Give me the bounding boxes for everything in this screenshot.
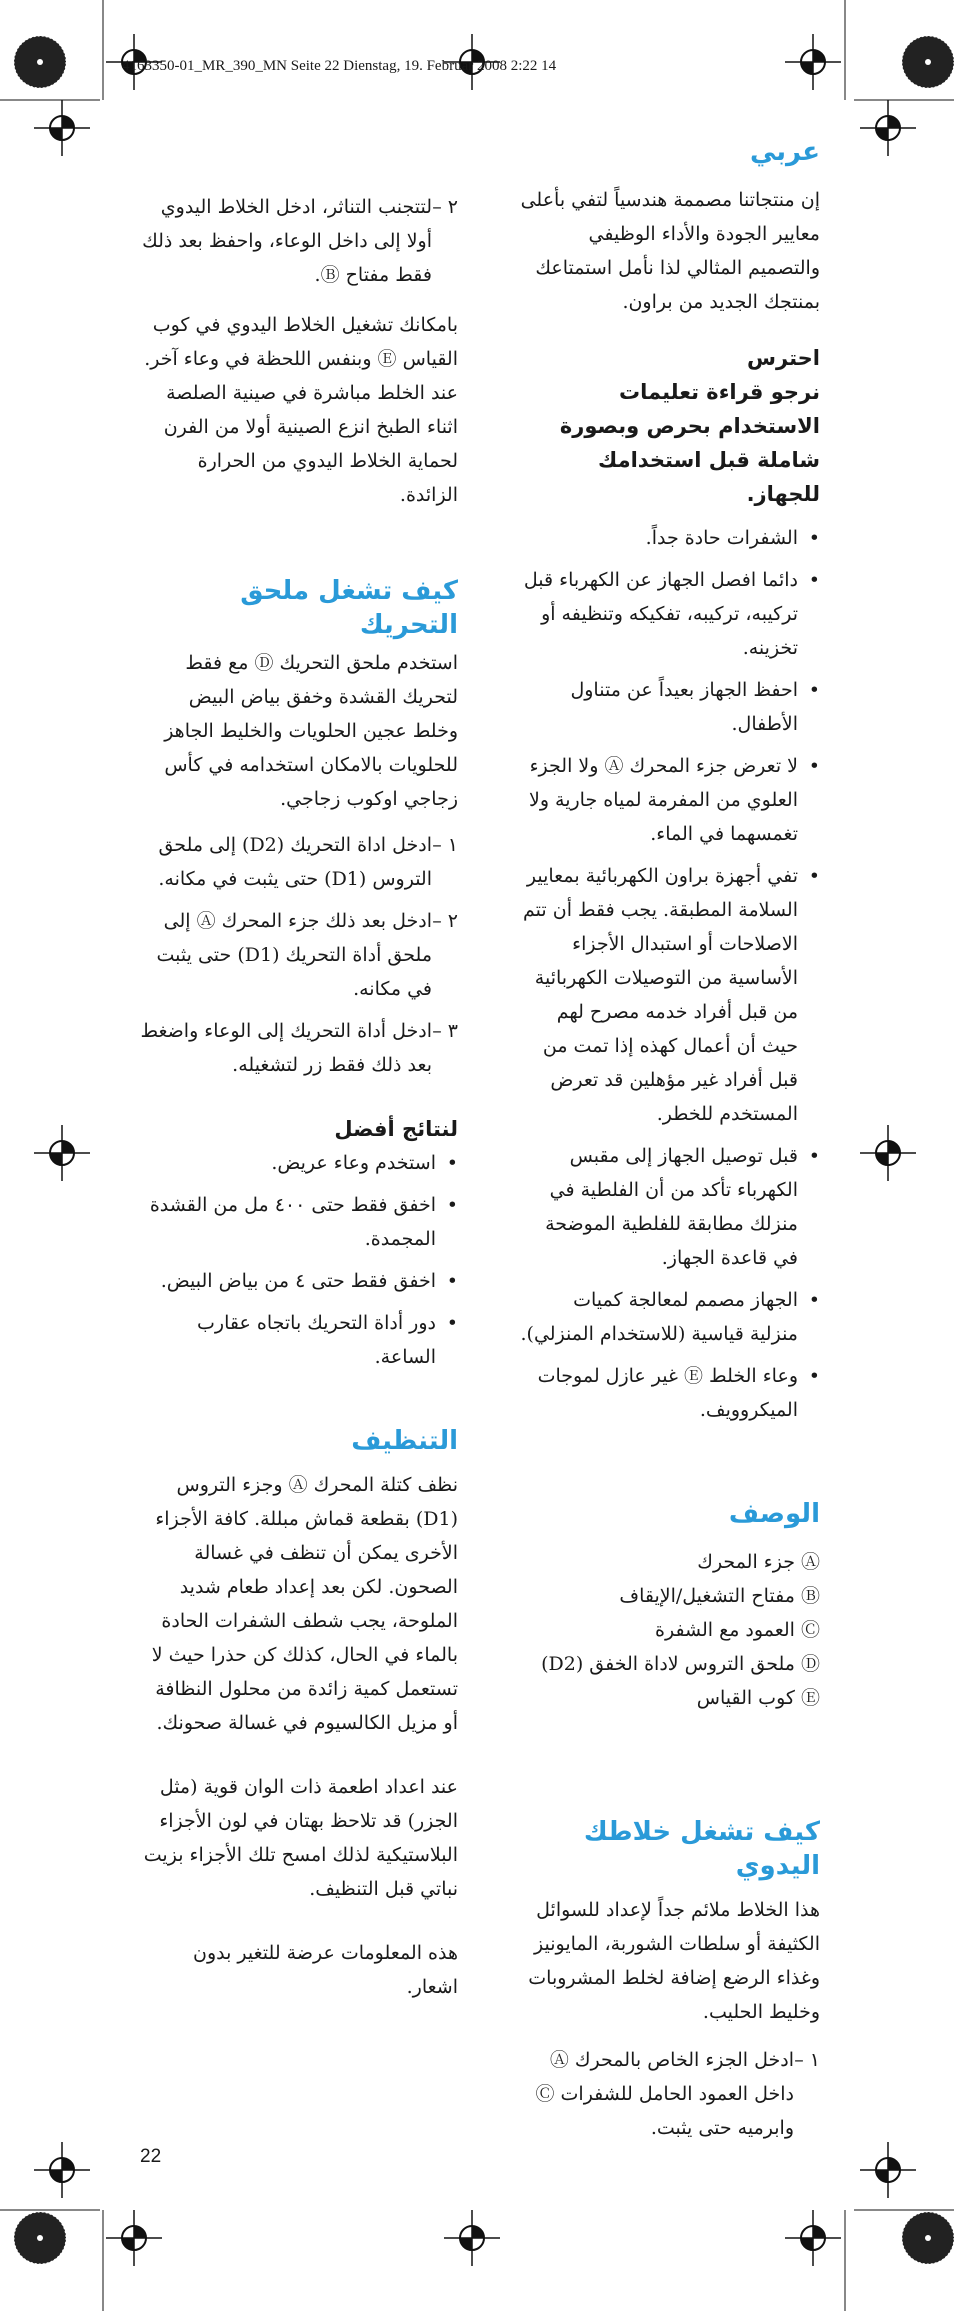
blending-note: بامكانك تشغيل الخلاط اليدوي في كوب القياس Ⓔ وبنفس اللحظة في وعاء آخر. عند الخلط مباشرة في صينية الصلصة اثناء الطبخ انزع الصينية أولا من الفرن لحماية الخلاط اليدوي من الحرارة الزائدة. bbox=[144, 314, 458, 506]
whisk-steps bbox=[140, 828, 458, 1082]
step-number: ٢ – bbox=[432, 196, 458, 218]
safety-item: • احفظ الجهاز بعيداً عن متناول الأطفال. bbox=[520, 673, 820, 741]
change-notice: هذه المعلومات عرضة للتغير بدون اشعار. bbox=[192, 1942, 458, 1998]
right-column bbox=[520, 135, 820, 2153]
warning-subtitle: نرجو قراءة تعليمات الاستخدام بحرص وبصورة شاملة قبل استخدامك للجهاز. bbox=[559, 380, 820, 506]
hand-blender-heading: كيف تشغل خلاطك اليدوي bbox=[583, 1817, 820, 1881]
description-list bbox=[520, 1545, 820, 1715]
warning-title: احترس bbox=[747, 346, 820, 370]
best-results-item: • دور أداة التحريك باتجاه عقارب الساعة. bbox=[140, 1306, 458, 1374]
safety-item: • وعاء الخلط Ⓔ غير عازل لموجات الميكروويف. bbox=[520, 1359, 820, 1427]
best-results-item: • اخفق فقط حتى ٤٠٠ مل من القشدة المجمدة. bbox=[140, 1188, 458, 1256]
step-number: ٢ – bbox=[432, 910, 458, 932]
safety-item: • لا تعرض جزء المحرك Ⓐ ولا الجزء العلوي من المفرمة لمياه جارية ولا تغمسهما في الماء. bbox=[520, 749, 820, 851]
whisk-step bbox=[140, 1014, 458, 1082]
cleaning-text: نظف كتلة المحرك Ⓐ وجزء التروس (D1) بقطعة قماش مبللة. كافة الأجزاء الأخرى يمكن أن تنظف في غسالة الصحون. لكن بعد إعداد طعام شديد الملوحة، يجب شطف الشفرات الحادة بالماء في الحال، كذلك كن حذرا حيث لا تستعمل كمية زائدة من محلول النظافة أو مزيل الكالسيوم في غسالة صحونك. bbox=[151, 1474, 458, 1734]
hand-blender-intro: هذا الخلاط ملائم جداً لإعداد للسوائل الكثيفة أو سلطات الشوربة، المايونيز وغذاء الرضع إضافة لخلط المشروبات وخليط الحليب. bbox=[528, 1899, 820, 2023]
description-item: Ⓓ ملحق التروس لاداة الخفق (D2) bbox=[541, 1653, 820, 1675]
page-number: 22 bbox=[140, 2146, 162, 2167]
step-number: ١ – bbox=[794, 2049, 820, 2071]
step-text: ادخل الجزء الخاص بالمحرك Ⓐ داخل العمود الحامل للشفرات Ⓒ وابرميه حتى يثبت. bbox=[535, 2049, 794, 2139]
step-text: ادخل اداة التحريك (D2) إلى ملحق التروس (D1) حتى يثبت في مكانه. bbox=[158, 834, 432, 890]
step-number: ٣ – bbox=[432, 1020, 458, 1042]
cleaning-heading: التنظيف bbox=[351, 1426, 458, 1456]
hand-blender-step bbox=[520, 2043, 820, 2145]
safety-item: • قبل توصيل الجهاز إلى مقبس الكهرباء تأكد من أن الفلطية في منزلك مطابقة للفلطية الموضحة في قاعدة الجهاز. bbox=[520, 1139, 820, 1275]
whisk-intro: استخدم ملحق التحريك Ⓓ مع فقط لتحريك القشدة وخفق بياض البيض وخلط عجين الحلويات والخليط الجاهز للحلويات بالامكان استخدامه في كأس زجاجي اوكوب زجاجي. bbox=[164, 652, 458, 810]
safety-item: • الجهاز مصمم لمعالجة كميات منزلية قياسية (للاستخدام المنزلي). bbox=[520, 1283, 820, 1351]
description-item: Ⓔ كوب القياس bbox=[696, 1687, 820, 1709]
description-item: Ⓑ مفتاح التشغيل/الإيقاف bbox=[619, 1585, 820, 1607]
safety-list bbox=[520, 521, 820, 1427]
best-results-item: • استخدم وعاء عريض. bbox=[140, 1146, 458, 1180]
left-column bbox=[140, 190, 458, 2004]
step-text: ادخل بعد ذلك جزء المحرك Ⓐ إلى ملحق أداة التحريك (D1) حتى يثبت في مكانه. bbox=[156, 910, 432, 1000]
safety-item: • تفي أجهزة براون الكهربائية بمعايير السلامة المطبقة. يجب فقط أن تتم الاصلاحات أو استبدال الأجزاء الأساسية من التوصيلات الكهربائية من قبل أفراد خدمه مصرح لهم حيث أن أعمال كهذه إذا تمت من قبل أفراد غير مؤهلين قد تعرض المستخدم للخطر. bbox=[520, 859, 820, 1131]
whisk-heading: كيف تشغل ملحق التحريك bbox=[240, 576, 458, 640]
hand-blender-step bbox=[140, 190, 458, 292]
best-results-heading: لنتائج أفضل bbox=[334, 1117, 458, 1141]
safety-item: • دائما افصل الجهاز عن الكهرباء قبل تركيبه، تركيبه، تفكيكه وتنظيفه أو تخزينه. bbox=[520, 563, 820, 665]
whisk-step bbox=[140, 828, 458, 896]
safety-item: • الشفرات حادة جداً. bbox=[520, 521, 820, 555]
step-number: ١ – bbox=[432, 834, 458, 856]
language-heading: عربي bbox=[749, 137, 820, 167]
cleaning-note: عند اعداد اطعمة ذات الوان قوية (مثل الجزر) قد تلاحظ بهتان في لون الأجزاء البلاستيكية لذلك امسح تلك الأجزاء بزيت نباتي قبل التنظيف. bbox=[143, 1776, 458, 1900]
whisk-step bbox=[140, 904, 458, 1006]
step-text: ادخل أداة التحريك إلى الوعاء واضغط بعد ذلك فقط زر لتشغيله. bbox=[140, 1020, 432, 1076]
print-slug: 4163350-01_MR_390_MN Seite 22 Dienstag, 19. Februar 2008 2:22 14 bbox=[122, 58, 557, 74]
intro-text: إن منتجاتنا مصممة هندسياً لتفي بأعلى معايير الجودة والأداء الوظيفي والتصميم المثالي لذا نأمل استمتاعك بمنتجك الجديد من براون. bbox=[520, 189, 820, 313]
best-results-list bbox=[140, 1146, 458, 1374]
description-item: Ⓐ جزء المحرك bbox=[697, 1551, 820, 1573]
step-text: لتتجنب التناثر، ادخل الخلاط اليدوي أولا إلى داخل الوعاء، واحفظ بعد ذلك فقط مفتاح Ⓑ. bbox=[142, 196, 432, 286]
description-heading: الوصف bbox=[728, 1499, 820, 1529]
best-results-item: • اخفق فقط حتى ٤ من بياض البيض. bbox=[140, 1264, 458, 1298]
description-item: Ⓒ العمود مع الشفرة bbox=[655, 1619, 820, 1641]
